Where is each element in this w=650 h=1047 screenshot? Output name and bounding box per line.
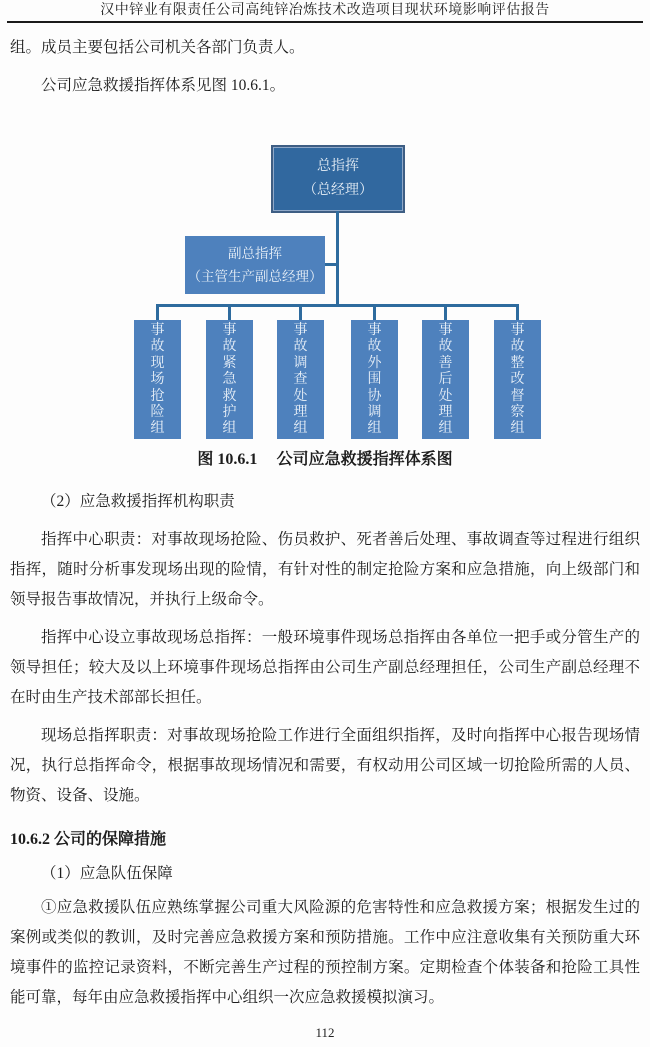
org-node-title: 总指挥	[317, 159, 359, 174]
org-node-label: 事故整改督察组	[510, 323, 525, 437]
body-subheading: （2）应急救援指挥机构职责	[41, 493, 235, 510]
body-paragraph: 组。成员主要包括公司机关各部门负责人。	[10, 39, 305, 56]
figure-caption	[10, 447, 640, 473]
org-node-group	[494, 320, 541, 439]
body-paragraph: ①应急救援队伍应熟练掌握公司重大风险源的危害特性和应急救援方案；根据发生过的案例或类似的教训，及时完善应急救援方案和预防措施。工作中应注意收集有关预防重大环境事件的监控记录资料，不断完善生产过程的预控制方案。定期检查个体装备和抢险工具性能可靠，每年由应急救援指挥中心组织一次应急救援模拟演习。	[10, 899, 640, 1006]
connector-deputy-line	[325, 263, 338, 266]
body-subheading: （1）应急队伍保障	[41, 865, 173, 882]
org-node-label: 事故调查处理组	[293, 323, 308, 437]
org-node-chief-commander	[273, 147, 403, 211]
figure-caption-text: 公司应急救援指挥体系图	[276, 451, 453, 468]
body-paragraph: 公司应急救援指挥体系见图 10.6.1。	[41, 77, 286, 94]
org-node-label: 事故善后处理组	[438, 323, 453, 437]
page-header	[7, 0, 643, 23]
org-node-deputy-commander	[185, 236, 325, 294]
connector-stub	[228, 307, 231, 320]
body-paragraph: 指挥中心职责：对事故现场抢险、伤员救护、死者善后处理、事故调查等过程进行组织指挥，随时分析事发现场出现的险情，有针对性的制定抢险方案和应急措施，向上级部门和领导报告事故情况，并执行上级命令。	[10, 531, 640, 608]
org-node-group	[134, 320, 181, 439]
org-node-group	[422, 320, 469, 439]
org-node-group	[351, 320, 398, 439]
org-node-subtitle: （主管生产副总经理）	[187, 269, 323, 284]
body-paragraph: 指挥中心设立事故现场总指挥：一般环境事件现场总指挥由各单位一把手或分管生产的领导担任；较大及以上环境事件现场总指挥由公司生产副总经理担任，公司生产副总经理不在时由生产技术部部长担任。	[10, 629, 640, 706]
connector-horizontal-line	[156, 304, 519, 307]
org-node-subtitle: （总经理）	[303, 183, 373, 198]
section-heading: 10.6.2 公司的保障措施	[10, 831, 167, 848]
org-node-group	[277, 320, 324, 439]
connector-stub	[516, 307, 519, 320]
page-number: 112	[315, 1025, 335, 1040]
org-node-group	[206, 320, 253, 439]
connector-stub	[299, 307, 302, 320]
org-node-label: 事故紧急救护组	[222, 323, 237, 437]
page-footer	[0, 1025, 650, 1041]
connector-stub	[156, 307, 159, 320]
org-node-label: 事故外围协调组	[367, 323, 382, 437]
connector-trunk-line	[336, 211, 339, 306]
header-title: 汉中锌业有限责任公司高纯锌冶炼技术改造项目现状环境影响评估报告	[100, 3, 550, 18]
connector-stub	[444, 307, 447, 320]
figure-caption-label: 图 10.6.1	[197, 451, 258, 468]
body-paragraph: 现场总指挥职责：对事故现场抢险工作进行全面组织指挥，及时向指挥中心报告现场情况，执行总指挥命令，根据事故现场情况和需要，有权动用公司区域一切抢险所需的人员、物资、设备、设施。	[10, 727, 640, 804]
connector-stub	[373, 307, 376, 320]
org-chart-figure	[10, 141, 640, 441]
page-body	[0, 33, 650, 1013]
org-node-label: 事故现场抢险组	[150, 323, 165, 437]
org-node-title: 副总指挥	[228, 246, 282, 261]
